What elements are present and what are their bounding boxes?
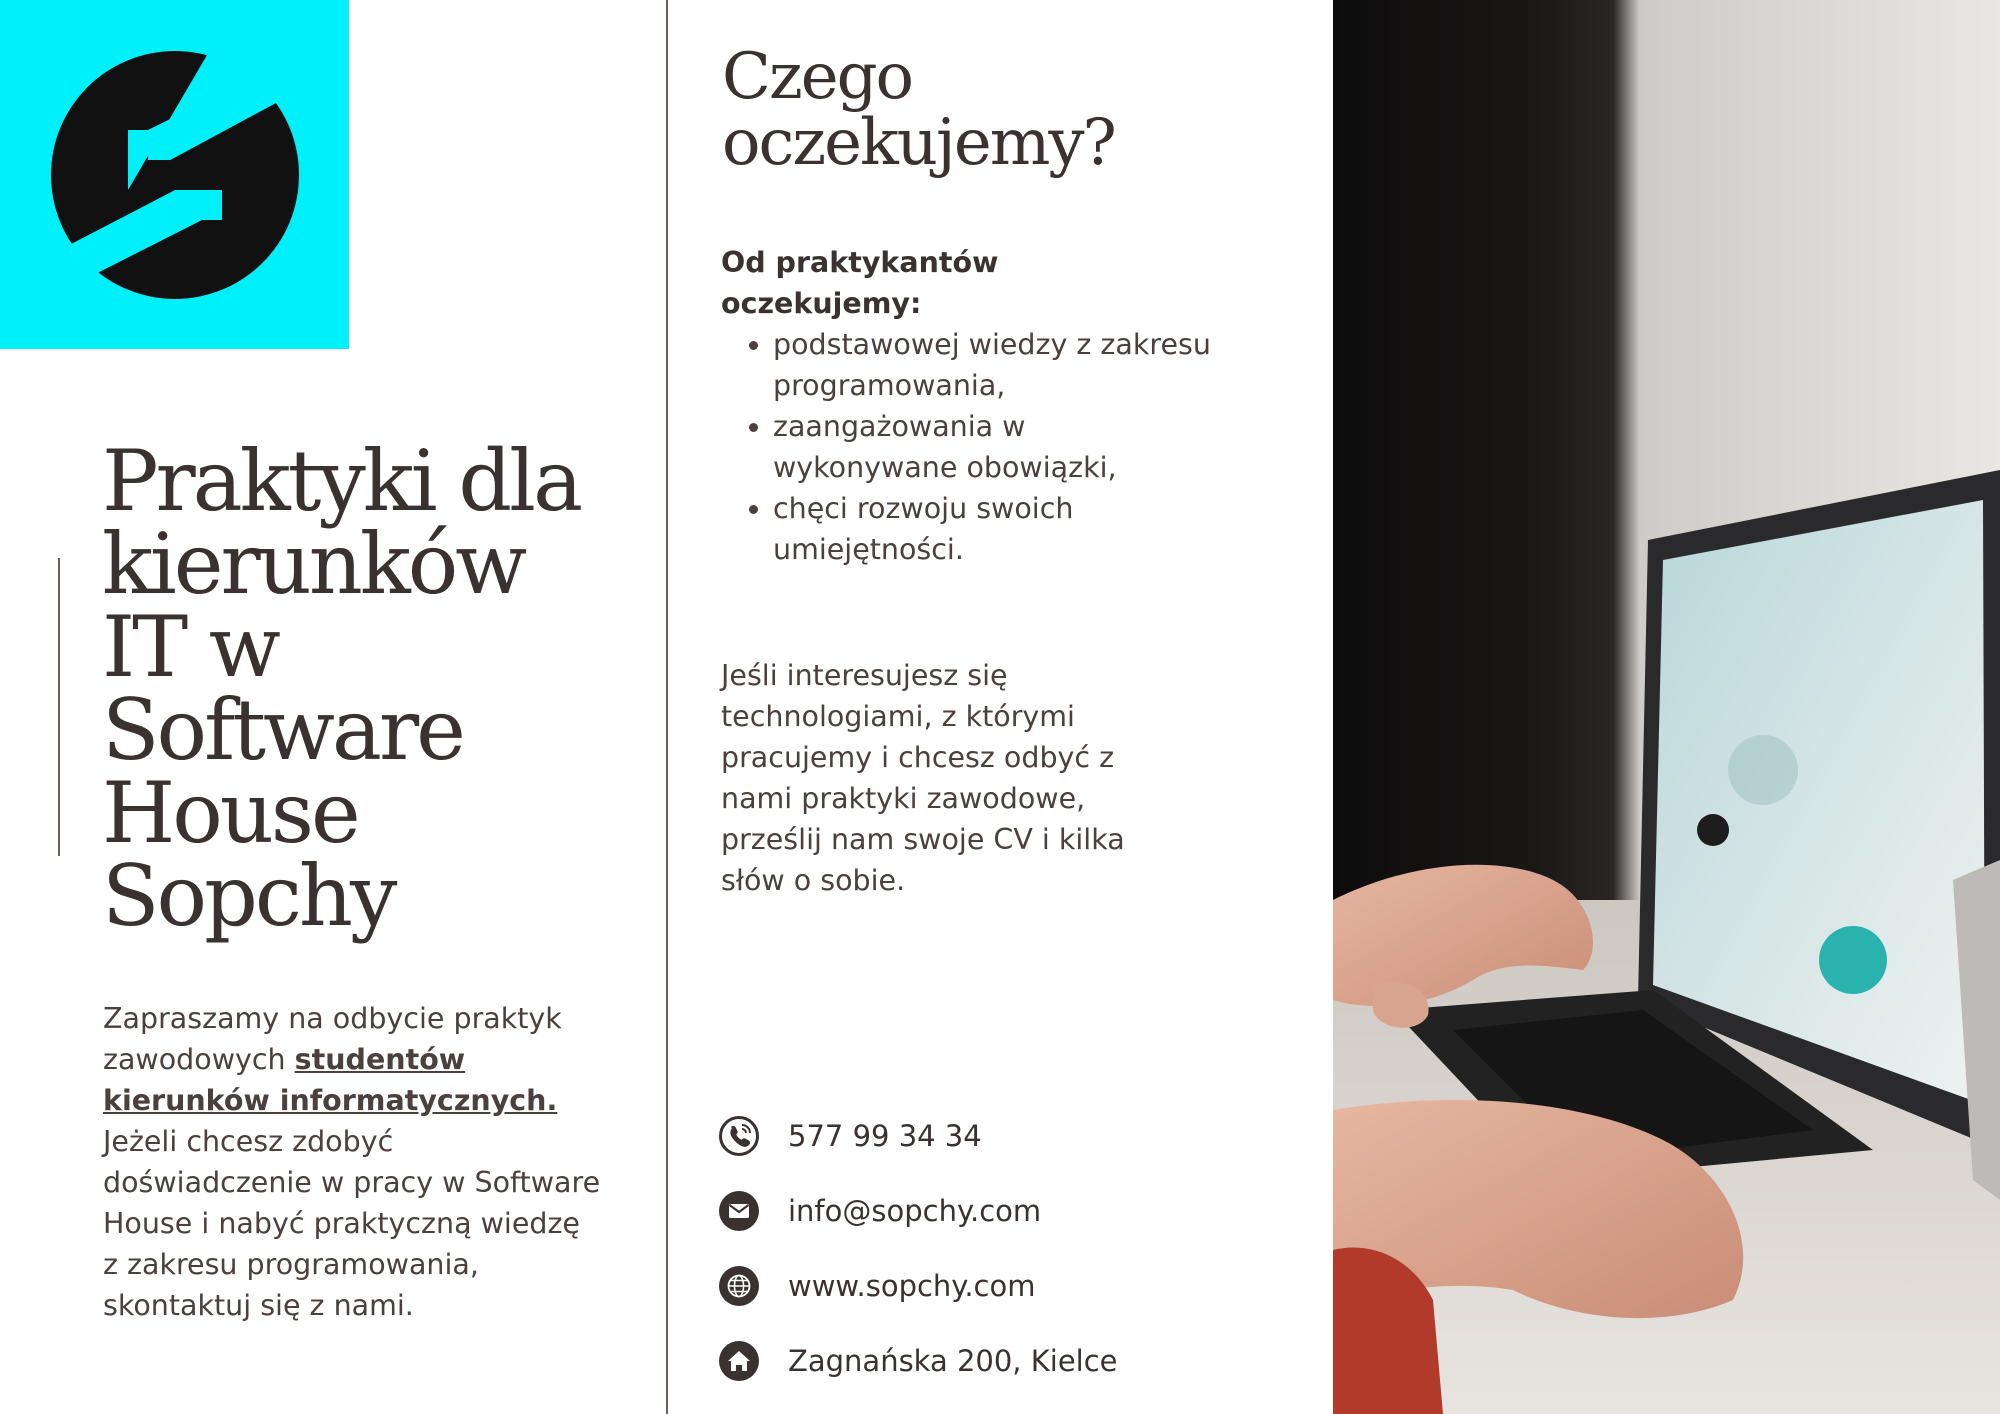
expectations-intro: Od praktykantów oczekujemy: [721, 246, 999, 320]
phone-number: 577 99 34 34 [788, 1118, 982, 1153]
call-to-action: Jeśli interesujesz się technologiami, z którymi pracujemy i chcesz odbyć z nami praktyki zawodowe, prześlij nam swoje CV i kilka słów o sobie. [721, 659, 1125, 897]
logo-box [0, 0, 349, 349]
main-title: Praktyki dla kierunków IT w Software House Sopchy [102, 432, 581, 945]
expectations-list [721, 324, 1213, 570]
left-accent-rule [58, 558, 60, 856]
column-divider [666, 0, 668, 1414]
phone-icon [718, 1115, 760, 1157]
expectation-item: • podstawowej wiedzy z zakresu programowania, [773, 324, 1213, 406]
contact-address[interactable] [718, 1323, 1278, 1398]
laptop-typing-photo [1333, 0, 2000, 1414]
email-address: info@sopchy.com [788, 1193, 1042, 1228]
home-icon [718, 1340, 760, 1382]
intro-highlight: studentów kierunków informatycznych. [103, 1043, 558, 1117]
sopchy-s-logo-icon [50, 50, 300, 300]
intro-paragraph [103, 998, 603, 1326]
expectation-item: • zaangażowania w wykonywane obowiązki, [773, 406, 1213, 488]
expectation-item: • chęci rozwoju swoich umiejętności. [773, 488, 1213, 570]
contact-website[interactable] [718, 1248, 1278, 1323]
contact-phone[interactable] [718, 1098, 1278, 1173]
globe-icon [718, 1265, 760, 1307]
contact-email[interactable] [718, 1173, 1278, 1248]
website-url: www.sopchy.com [788, 1268, 1036, 1303]
section-title: Czego oczekujemy? [722, 40, 1115, 180]
intro-text-start: Zapraszamy na odbycie praktyk zawodowych [103, 1002, 562, 1076]
contact-list [718, 1098, 1278, 1398]
intro-text-end: Jeżeli chcesz zdobyć doświadczenie w pracy w Software House i nabyć praktyczną wiedzę z zakresu programowania, skontaktuj się z nami. [103, 1125, 601, 1322]
street-address: Zagnańska 200, Kielce [788, 1343, 1118, 1378]
mail-icon [718, 1190, 760, 1232]
